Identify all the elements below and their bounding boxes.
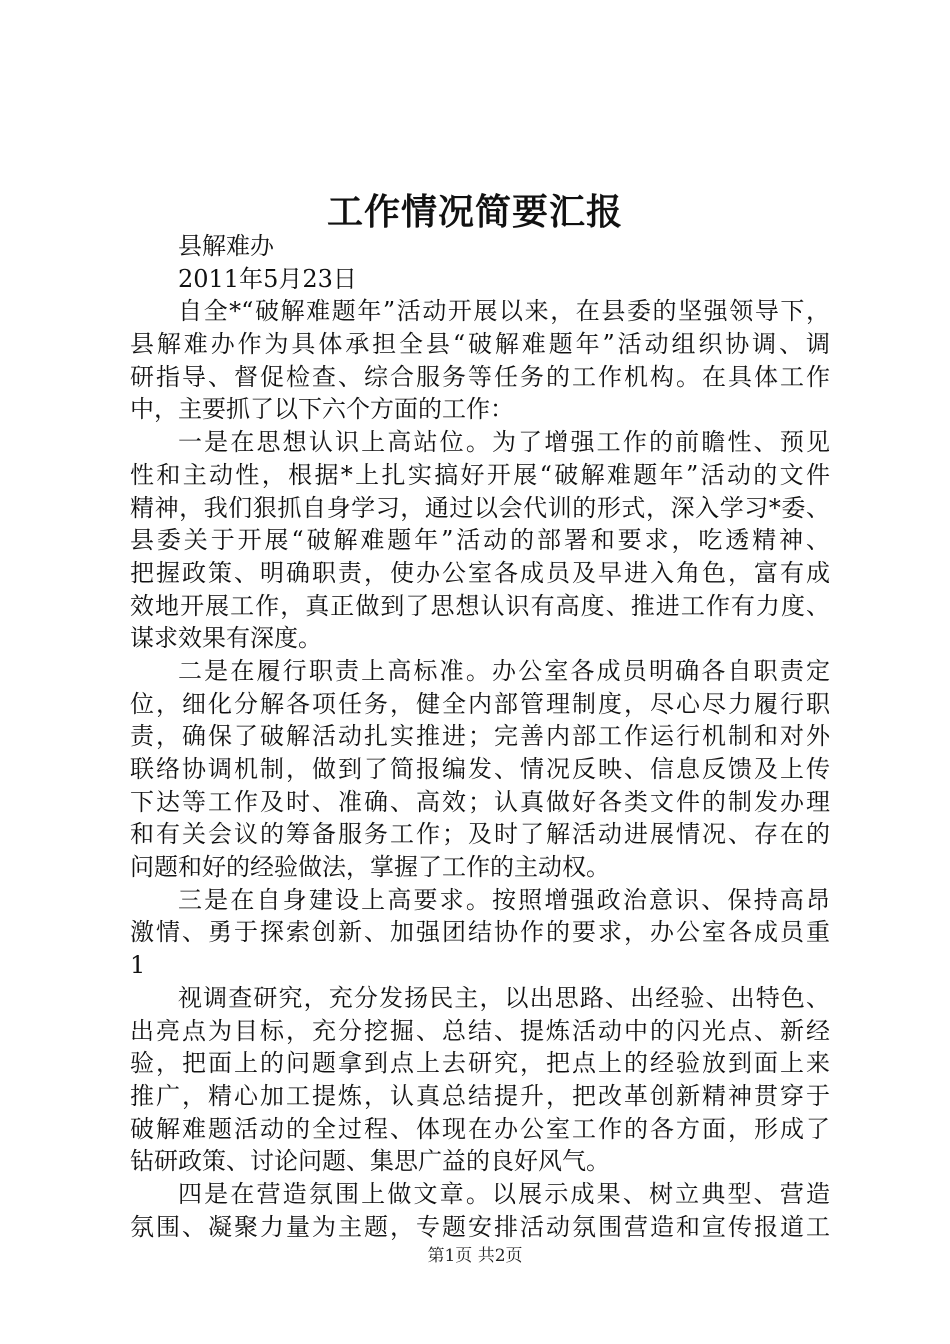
- paragraph-line: 推广，精心加工提炼，认真总结提升，把改革创新精神贯穿于: [130, 1081, 830, 1110]
- paragraph-line: 问题和好的经验做法，掌握了工作的主动权。: [130, 853, 610, 882]
- paragraph-line: 三是在自身建设上高要求。按照增强政治意识、保持高昂: [178, 885, 830, 914]
- paragraph-line: 氛围、凝聚力量为主题，专题安排活动氛围营造和宣传报道工: [130, 1212, 830, 1241]
- paragraph-line: 把握政策、明确职责，使办公室各成员及早进入角色，富有成: [130, 558, 830, 587]
- paragraph-line: 效地开展工作，真正做到了思想认识有高度、推进工作有力度、: [130, 591, 830, 620]
- paragraph-line: 验，把面上的问题拿到点上去研究，把点上的经验放到面上来: [130, 1049, 830, 1078]
- paragraph-line: 自全*“破解难题年”活动开展以来，在县委的坚强领导下，: [178, 297, 830, 326]
- paragraph-line: 研指导、督促检查、综合服务等任务的工作机构。在具体工作: [130, 362, 830, 391]
- paragraph-line: 出亮点为目标，充分挖掘、总结、提炼活动中的闪光点、新经: [130, 1016, 830, 1045]
- paragraph-line: 责，确保了破解活动扎实推进；完善内部工作运行机制和对外: [130, 722, 830, 751]
- paragraph-line: 一是在思想认识上高站位。为了增强工作的前瞻性、预见: [178, 428, 830, 457]
- paragraph-line: 二是在履行职责上高标准。办公室各成员明确各自职责定: [178, 656, 830, 685]
- date-line: 2011年5月23日: [178, 264, 357, 293]
- inline-page-number: 1: [130, 951, 146, 980]
- paragraph-line: 精神，我们狠抓自身学习，通过以会代训的形式，深入学习*委、: [130, 493, 830, 522]
- paragraph-line: 视调查研究，充分发扬民主，以出思路、出经验、出特色、: [178, 983, 830, 1012]
- paragraph-line: 联络协调机制，做到了简报编发、情况反映、信息反馈及上传: [130, 755, 830, 783]
- author-line: 县解难办: [178, 232, 274, 260]
- paragraph-line: 激情、勇于探索创新、加强团结协作的要求，办公室各成员重: [130, 918, 830, 947]
- page-footer: 第1页 共2页: [427, 1246, 523, 1266]
- paragraph-line: 县解难办作为具体承担全县“破解难题年”活动组织协调、调: [130, 330, 830, 359]
- paragraph-line: 性和主动性，根据*上扎实搞好开展“破解难题年”活动的文件: [130, 460, 830, 489]
- paragraph-line: 钻研政策、讨论问题、集思广益的良好风气。: [130, 1147, 610, 1176]
- document-title: 工作情况简要汇报: [326, 191, 623, 233]
- paragraph-line: 下达等工作及时、准确、高效；认真做好各类文件的制发办理: [130, 787, 830, 816]
- paragraph-line: 四是在营造氛围上做文章。以展示成果、树立典型、营造: [178, 1179, 830, 1208]
- paragraph-line: 中，主要抓了以下六个方面的工作：: [130, 395, 514, 424]
- paragraph-line: 位，细化分解各项任务，健全内部管理制度，尽心尽力履行职: [130, 689, 830, 718]
- document-body: [130, 230, 830, 1243]
- paragraph-line: 县委关于开展“破解难题年”活动的部署和要求，吃透精神、: [130, 526, 830, 555]
- paragraph-line: 谋求效果有深度。: [130, 624, 322, 653]
- paragraph-line: 和有关会议的筹备服务工作；及时了解活动进展情况、存在的: [130, 820, 830, 849]
- paragraph-line: 破解难题活动的全过程、体现在办公室工作的各方面，形成了: [130, 1114, 830, 1143]
